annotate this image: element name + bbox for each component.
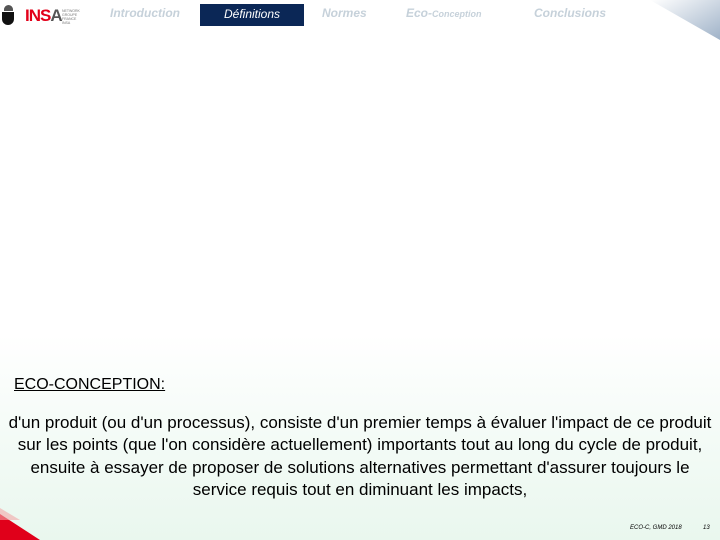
logo-wordmark: INSA — [25, 6, 62, 25]
definition-paragraph: d'un produit (ou d'un processus), consiste d'un premier temps à évaluer l'impact de ce produit sur les points (que l'on considère actuellement) importants tout au long du cycle de produit, ensuite à essayer de proposer de solutions alternatives permettant d'assurer toujours le service requis tout en diminuant les impacts, — [8, 413, 712, 499]
nav-item-normes[interactable]: Normes — [322, 6, 367, 20]
nav-item-conclusions[interactable]: Conclusions — [534, 6, 607, 20]
corner-accent-icon — [0, 506, 40, 540]
crest-icon — [2, 5, 15, 29]
nav-item-introduction[interactable]: Introduction — [110, 6, 180, 20]
section-heading: ECO-CONCEPTION: — [14, 376, 166, 393]
footer-note: ECO-C, GMD 2018 — [630, 525, 682, 531]
page-number: 13 — [703, 525, 710, 531]
corner-decoration-icon — [630, 0, 720, 40]
logo-tagline: NETWORK GROUPE FRANCE INSA — [62, 9, 80, 25]
nav-item-eco-conception[interactable]: Eco-Conception — [406, 6, 482, 20]
top-navigation-bar — [0, 0, 720, 32]
nav-item-definitions[interactable]: Définitions — [200, 4, 304, 26]
insa-logo — [2, 5, 80, 31]
